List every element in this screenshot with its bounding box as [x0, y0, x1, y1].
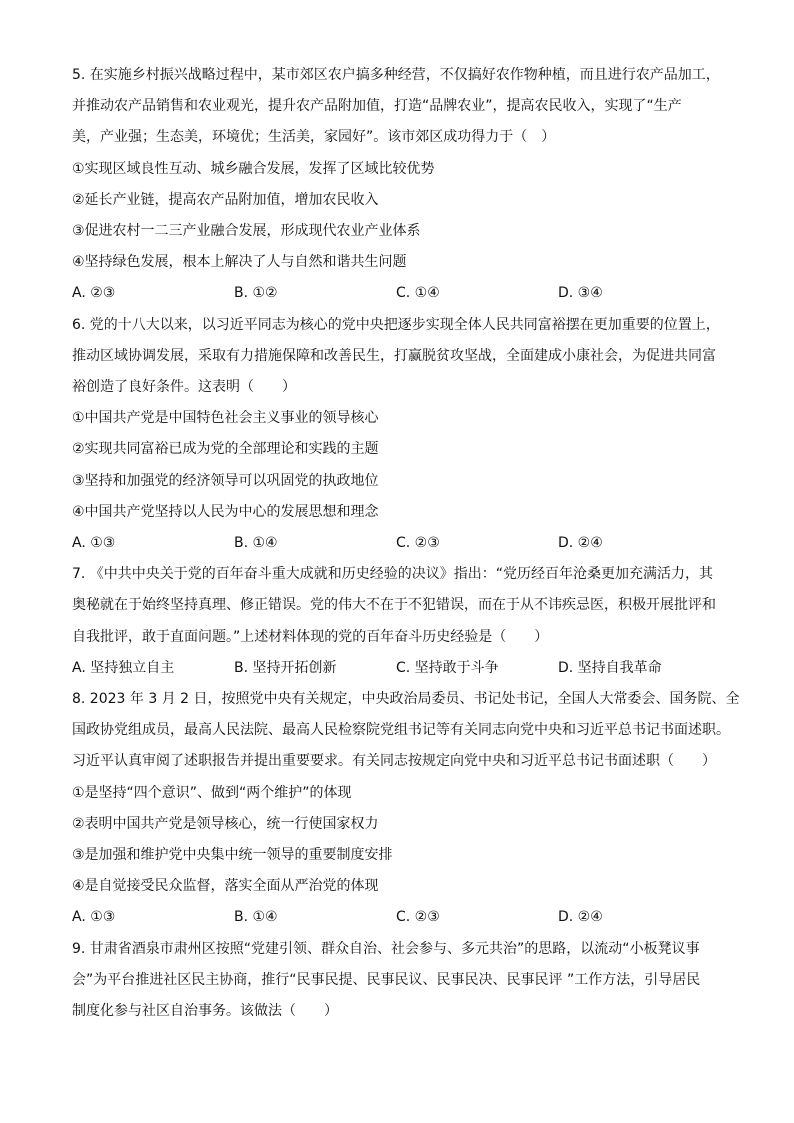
question-stem-line: 9. 甘肃省酒泉市肃州区按照“党建引领、群众自治、社会参与、多元共治”的思路，以流动“小板凳议事 [72, 940, 700, 957]
statement-item: ③坚持和加强党的经济领导可以巩固党的执政地位 [72, 472, 379, 489]
question-7 [72, 559, 732, 684]
question-stem-line: 制度化参与社区自治事务。该做法（ ） [72, 1003, 338, 1020]
question-5 [72, 60, 732, 310]
question-stem-line: 美，产业强；生态美，环境优；生活美，家园好”。该市郊区成功得力于（ ） [72, 129, 556, 146]
statement-item: ①实现区域良性互动、城乡融合发展，发挥了区域比较优势 [72, 160, 435, 177]
statement-item: ④是自觉接受民众监督，落实全面从严治党的体现 [72, 878, 379, 895]
answer-options [72, 653, 732, 684]
question-stem-line: 会”为平台推进社区民主协商，推行“民事民提、民事民议、民事民决、民事民评 ”工作方法，引导居民 [72, 971, 701, 988]
option-c: C. ①④ [396, 285, 440, 302]
question-stem-line: 国政协党组成员，最高人民法院、最高人民检察院党组书记等有关同志向党中央和习近平总书记书面述职。 [72, 722, 730, 739]
question-6 [72, 310, 732, 560]
option-a: A. ①③ [72, 535, 116, 552]
question-9 [72, 934, 732, 1028]
option-b: B. ①② [234, 285, 278, 302]
option-c: C. ②③ [396, 535, 440, 552]
question-stem-line: 裕创造了良好条件。这表明（ ） [72, 379, 296, 396]
question-stem-line: 7. 《中共中央关于党的百年奋斗重大成就和历史经验的决议》指出：“党历经百年沧桑更加充满活力，其 [72, 566, 714, 583]
statement-item: ④坚持绿色发展，根本上解决了人与自然和谐共生问题 [72, 254, 407, 271]
option-c: C. ②③ [396, 909, 440, 926]
question-stem-line: 并推动农产品销售和农业观光，提升农产品附加值，打造“品牌农业”，提高农民收入，实现了“生产 [72, 98, 682, 115]
statement-item: ②表明中国共产党是领导核心，统一行使国家权力 [72, 815, 379, 832]
statement-item: ②延长产业链，提高农产品附加值，增加农民收入 [72, 191, 379, 208]
statement-item: ③促进农村一二三产业融合发展，形成现代农业产业体系 [72, 223, 421, 240]
option-d: D. ③④ [558, 285, 603, 302]
statement-item: ②实现共同富裕已成为党的全部理论和实践的主题 [72, 441, 379, 458]
option-a: A. ①③ [72, 909, 116, 926]
question-stem-line: 推动区域协调发展，采取有力措施保障和改善民生，打赢脱贫攻坚战，全面建成小康社会，为促进共同富 [72, 347, 716, 364]
option-c: C. 坚持敢于斗争 [396, 659, 499, 676]
answer-options [72, 528, 732, 559]
option-d: D. ②④ [558, 909, 603, 926]
option-b: B. 坚持开拓创新 [234, 659, 337, 676]
question-list [72, 60, 740, 1027]
question-8 [72, 684, 740, 934]
option-a: A. 坚持独立自主 [72, 659, 175, 676]
question-stem-line: 奥秘就在于始终坚持真理、修正错误。党的伟大不在于不犯错误，而在于从不讳疾忌医，积极开展批评和 [72, 597, 716, 614]
option-d: D. 坚持自我革命 [558, 659, 662, 676]
statement-item: ④中国共产党坚持以人民为中心的发展思想和理念 [72, 503, 379, 520]
question-stem-line: 5. 在实施乡村振兴战略过程中，某市郊区农户搞多种经营，不仅搞好农作物种植，而且进行农产品加工， [72, 67, 720, 83]
question-stem-line: 习近平认真审阅了述职报告并提出重要要求。有关同志按规定向党中央和习近平总书记书面述职（ ） [72, 753, 716, 770]
statement-item: ①是坚持“四个意识”、做到“两个维护”的体现 [72, 784, 352, 801]
question-stem-line: 自我批评，敢于直面问题。”上述材料体现的党的百年奋斗历史经验是（ ） [72, 628, 549, 645]
question-stem-line: 8. 2023 年 3 月 2 日，按照党中央有关规定，中央政治局委员、书记处书记，全国人大常委会、国务院、全 [72, 691, 740, 708]
statement-item: ③是加强和维护党中央集中统一领导的重要制度安排 [72, 847, 393, 864]
statement-item: ①中国共产党是中国特色社会主义事业的领导核心 [72, 410, 379, 427]
option-a: A. ②③ [72, 285, 116, 302]
question-stem-line: 6. 党的十八大以来，以习近平同志为核心的党中央把逐步实现全体人民共同富裕摆在更加重要的位置上， [72, 316, 720, 333]
answer-options [72, 278, 732, 309]
option-b: B. ①④ [234, 909, 278, 926]
option-b: B. ①④ [234, 535, 278, 552]
option-d: D. ②④ [558, 535, 603, 552]
answer-options [72, 902, 732, 933]
